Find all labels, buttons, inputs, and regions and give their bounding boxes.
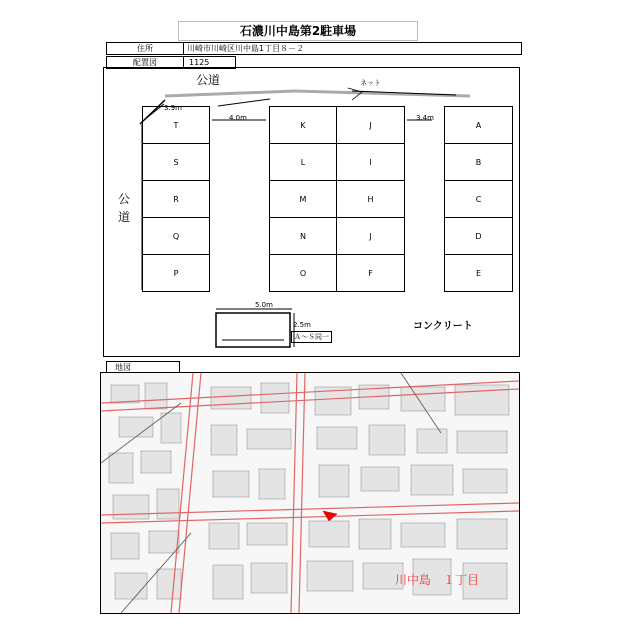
road-label-top: 公道: [196, 73, 221, 87]
stall-E: E: [444, 254, 513, 292]
stall-T: T: [142, 106, 210, 144]
map-label: 地図: [115, 363, 131, 372]
stall-I: I: [336, 143, 405, 181]
document-title: 石濃川中島第2駐車場: [178, 21, 418, 41]
stall-dimension-sample: [214, 307, 304, 351]
stall-J: J: [336, 106, 405, 144]
stall-C: C: [444, 180, 513, 218]
stall-H: H: [336, 180, 405, 218]
stall-Q: Q: [142, 217, 210, 255]
layout-number: 1125: [189, 58, 210, 67]
layout-label: 配置図: [107, 57, 184, 68]
area-map: [100, 372, 520, 614]
stall-note: Ａ～Ｓ同一: [291, 331, 332, 343]
stall-B: B: [444, 143, 513, 181]
stall-N: N: [269, 217, 337, 255]
map-area-label: 川中島 １丁目: [395, 573, 480, 587]
measure-stall-length: 5.0m: [255, 301, 273, 309]
stall-O: O: [269, 254, 337, 292]
fence-label: ネット: [360, 79, 381, 87]
stall-A: A: [444, 106, 513, 144]
stall-K: K: [269, 106, 337, 144]
stall-F: F: [336, 254, 405, 292]
stall-R: R: [142, 180, 210, 218]
measure-stall-width: 2.5m: [293, 321, 311, 329]
measure-corner: 3.9m: [164, 104, 182, 112]
stall-M: M: [269, 180, 337, 218]
address-value: 川崎市川崎区川中島1丁目８－２: [187, 44, 305, 53]
stall-S: S: [142, 143, 210, 181]
stall-D: D: [444, 217, 513, 255]
road-label-left-2: 道: [118, 210, 131, 224]
address-row: [106, 42, 522, 55]
road-label-left-1: 公: [118, 192, 131, 206]
address-label: 住所: [107, 43, 184, 54]
stall-J-lower: J: [336, 217, 405, 255]
measure-aisle-right: 3.4m: [416, 114, 434, 122]
stall-L: L: [269, 143, 337, 181]
surface-label: コンクリート: [413, 321, 473, 332]
measure-aisle-left: 4.0m: [229, 114, 247, 122]
stall-P: P: [142, 254, 210, 292]
